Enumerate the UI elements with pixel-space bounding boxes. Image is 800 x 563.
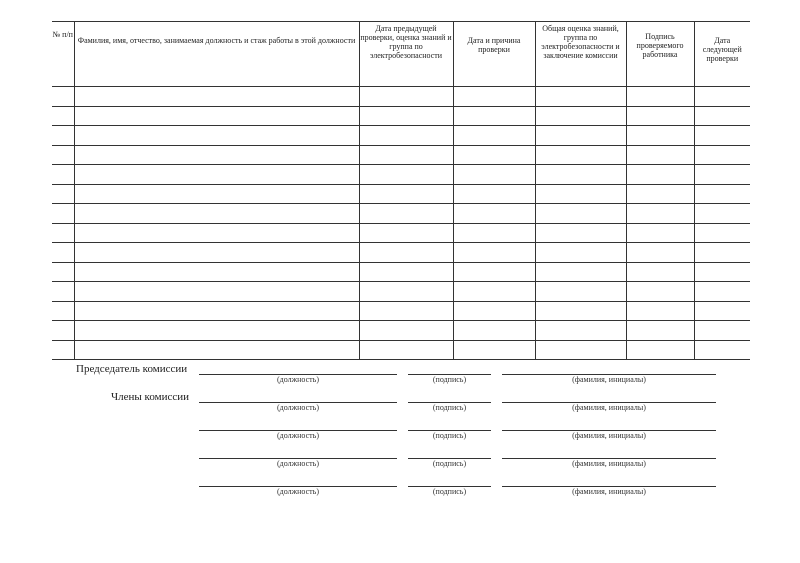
table-cell[interactable] <box>626 301 694 321</box>
table-header-row <box>52 22 750 87</box>
table-cell[interactable] <box>453 145 535 165</box>
table-cell[interactable] <box>535 243 626 263</box>
table-cell[interactable] <box>359 301 453 321</box>
table-cell[interactable] <box>74 262 359 282</box>
table-cell[interactable] <box>626 165 694 185</box>
table-cell[interactable] <box>694 282 750 302</box>
table-cell[interactable] <box>694 340 750 360</box>
table-cell[interactable] <box>453 204 535 224</box>
table-cell[interactable] <box>535 301 626 321</box>
table-cell[interactable] <box>52 321 74 341</box>
table-cell[interactable] <box>694 321 750 341</box>
table-cell[interactable] <box>74 165 359 185</box>
table-row <box>52 282 750 302</box>
table-cell[interactable] <box>626 204 694 224</box>
position-caption: (должность) <box>277 487 319 496</box>
table-cell[interactable] <box>626 126 694 146</box>
table-cell[interactable] <box>453 126 535 146</box>
table-cell[interactable] <box>694 262 750 282</box>
table-cell[interactable] <box>535 106 626 126</box>
table-cell[interactable] <box>626 340 694 360</box>
table-cell[interactable] <box>535 145 626 165</box>
signature-caption: (подпись) <box>432 375 467 384</box>
table-cell[interactable] <box>694 87 750 107</box>
table-row <box>52 321 750 341</box>
table-cell[interactable] <box>535 87 626 107</box>
table-cell[interactable] <box>359 282 453 302</box>
table-cell[interactable] <box>626 184 694 204</box>
table-cell[interactable] <box>52 165 74 185</box>
name-caption: (фамилия, инициалы) <box>572 459 646 468</box>
table-cell[interactable] <box>535 126 626 146</box>
table-cell[interactable] <box>52 87 74 107</box>
table-cell[interactable] <box>694 145 750 165</box>
table-cell[interactable] <box>359 340 453 360</box>
table-row <box>52 340 750 360</box>
table-cell[interactable] <box>626 282 694 302</box>
table-row <box>52 262 750 282</box>
table-cell[interactable] <box>535 321 626 341</box>
name-caption: (фамилия, инициалы) <box>572 375 646 384</box>
position-caption: (должность) <box>277 375 319 384</box>
table-cell[interactable] <box>453 87 535 107</box>
header-number: № п/п <box>52 22 74 87</box>
table-cell[interactable] <box>453 262 535 282</box>
table-row <box>52 223 750 243</box>
table-row <box>52 87 750 107</box>
table-cell[interactable] <box>359 106 453 126</box>
members-label: Члены комиссии <box>111 391 190 403</box>
table-cell[interactable] <box>359 184 453 204</box>
table-cell[interactable] <box>694 243 750 263</box>
signature-caption: (подпись) <box>432 487 467 496</box>
table-cell[interactable] <box>359 145 453 165</box>
table-row <box>52 301 750 321</box>
table-cell[interactable] <box>453 321 535 341</box>
header-full-name: Фамилия, имя, отчество, занимаемая должность и стаж работы в этой должности <box>74 22 359 87</box>
table-cell[interactable] <box>535 262 626 282</box>
table-cell[interactable] <box>694 106 750 126</box>
inspection-register-table <box>52 21 750 360</box>
signature-caption: (подпись) <box>432 403 467 412</box>
table-row <box>52 106 750 126</box>
table-cell[interactable] <box>359 204 453 224</box>
table-row <box>52 243 750 263</box>
table-cell[interactable] <box>359 165 453 185</box>
table-cell[interactable] <box>52 223 74 243</box>
table-cell[interactable] <box>74 204 359 224</box>
name-caption: (фамилия, инициалы) <box>572 431 646 440</box>
position-caption: (должность) <box>277 431 319 440</box>
header-employee-signature: Подпись проверяемого работника <box>626 22 694 87</box>
table-cell[interactable] <box>359 87 453 107</box>
table-cell[interactable] <box>359 262 453 282</box>
table-cell[interactable] <box>453 243 535 263</box>
table-cell[interactable] <box>52 243 74 263</box>
table-cell[interactable] <box>453 301 535 321</box>
table-cell[interactable] <box>52 301 74 321</box>
table-cell[interactable] <box>535 340 626 360</box>
table-cell[interactable] <box>74 87 359 107</box>
table-cell[interactable] <box>626 87 694 107</box>
table-cell[interactable] <box>626 321 694 341</box>
name-caption: (фамилия, инициалы) <box>572 487 646 496</box>
table-row <box>52 165 750 185</box>
header-assessment: Общая оценка знаний, группа по электробезопасности и заключение комиссии <box>535 22 626 87</box>
table-cell[interactable] <box>535 282 626 302</box>
table-row <box>52 145 750 165</box>
position-caption: (должность) <box>277 403 319 412</box>
table-cell[interactable] <box>74 321 359 341</box>
table-cell[interactable] <box>453 184 535 204</box>
table-cell[interactable] <box>453 340 535 360</box>
signature-caption: (подпись) <box>432 431 467 440</box>
table-cell[interactable] <box>74 106 359 126</box>
table-cell[interactable] <box>694 204 750 224</box>
table-cell[interactable] <box>626 243 694 263</box>
table-cell[interactable] <box>52 126 74 146</box>
table-cell[interactable] <box>453 282 535 302</box>
table-cell[interactable] <box>626 106 694 126</box>
signature-caption: (подпись) <box>432 459 467 468</box>
table-cell[interactable] <box>453 106 535 126</box>
table-cell[interactable] <box>694 301 750 321</box>
table-cell[interactable] <box>535 223 626 243</box>
table-cell[interactable] <box>694 184 750 204</box>
table-cell[interactable] <box>52 204 74 224</box>
table-cell[interactable] <box>359 243 453 263</box>
table-cell[interactable] <box>74 126 359 146</box>
table-cell[interactable] <box>453 223 535 243</box>
table-cell[interactable] <box>74 340 359 360</box>
table-cell[interactable] <box>74 243 359 263</box>
table-cell[interactable] <box>535 204 626 224</box>
header-next-check: Дата следующей проверки <box>694 22 750 87</box>
table-cell[interactable] <box>453 165 535 185</box>
table-row <box>52 204 750 224</box>
table-cell[interactable] <box>52 262 74 282</box>
table-cell[interactable] <box>52 282 74 302</box>
table-cell[interactable] <box>359 321 453 341</box>
header-date-reason: Дата и причина проверки <box>453 22 535 87</box>
table-cell[interactable] <box>626 223 694 243</box>
chairman-label: Председатель комиссии <box>76 363 188 375</box>
table-cell[interactable] <box>52 106 74 126</box>
table-cell[interactable] <box>535 184 626 204</box>
table-cell[interactable] <box>626 145 694 165</box>
table-cell[interactable] <box>359 223 453 243</box>
table-cell[interactable] <box>535 165 626 185</box>
table-cell[interactable] <box>694 223 750 243</box>
table-cell[interactable] <box>74 301 359 321</box>
table-row <box>52 126 750 146</box>
table-cell[interactable] <box>626 262 694 282</box>
header-previous-check: Дата предыдущей проверки, оценка знаний и группа по электробезопасности <box>359 22 453 87</box>
table-cell[interactable] <box>694 165 750 185</box>
table-cell[interactable] <box>52 145 74 165</box>
table-cell[interactable] <box>74 282 359 302</box>
table-cell[interactable] <box>74 184 359 204</box>
table-cell[interactable] <box>74 145 359 165</box>
table-cell[interactable] <box>694 126 750 146</box>
table-cell[interactable] <box>52 340 74 360</box>
table-body <box>52 87 750 360</box>
table-cell[interactable] <box>74 223 359 243</box>
table-cell[interactable] <box>52 184 74 204</box>
table-cell[interactable] <box>359 126 453 146</box>
position-caption: (должность) <box>277 459 319 468</box>
table-row <box>52 184 750 204</box>
name-caption: (фамилия, инициалы) <box>572 403 646 412</box>
